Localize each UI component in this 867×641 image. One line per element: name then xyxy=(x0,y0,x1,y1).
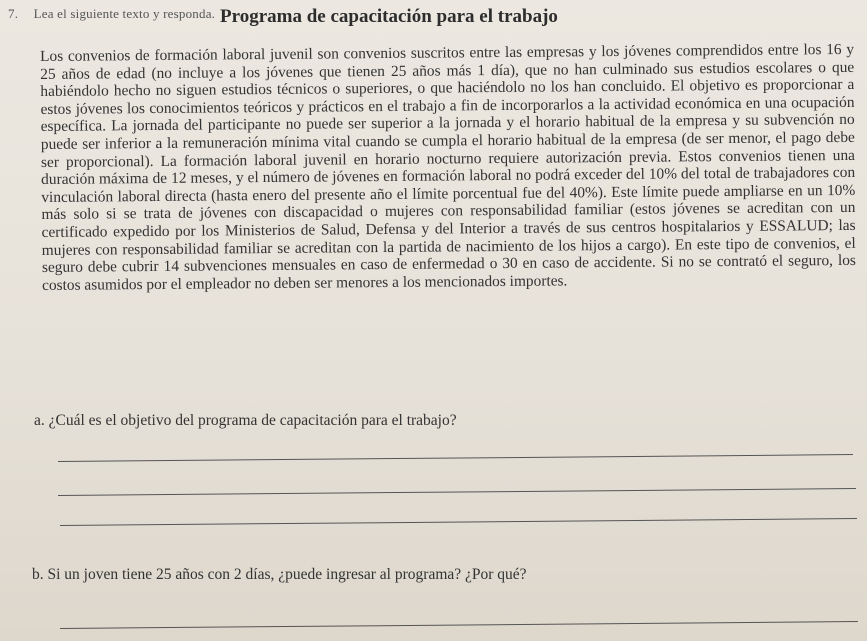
question-a xyxy=(34,412,457,430)
question-a-text: ¿Cuál es el objetivo del programa de capacitación para el trabajo? xyxy=(48,412,457,429)
question-b xyxy=(32,566,527,584)
question-a-label: a. xyxy=(34,412,45,429)
answer-line xyxy=(60,518,857,526)
exercise-instruction-text: Lea el siguiente texto y responda. xyxy=(33,6,216,21)
answer-line xyxy=(58,454,853,462)
document-title: Programa de capacitación para el trabajo xyxy=(220,6,558,27)
reading-paragraph: Los convenios de formación laboral juvenil son convenios suscritos entre las empresas y los jóvenes comprendidos entre los 16 y 25 años de edad (no incluye a los jóvenes que tienen 25 años más 1 día), que no han culminado sus estudios escolares o que habiéndolo hecho no siguen estudios técnicos o superiores, o que haciéndolo no los han concluido. El objetivo es proporcionar a estos jóvenes los conocimientos teóricos y prácticos en el trabajo a fin de incorporarlos a la actividad económica en una ocupación específica. La jornada del participante no puede ser superior a la jornada y el horario habitual de la empresa y su subvención no puede ser inferior a la remuneración mínima vital cuando se cumpla el horario habitual de la empresa (de ser menor, el pago debe ser proporcional). La formación laboral juvenil en horario nocturno requiere autorización previa. Estos convenios tienen una duración máxima de 12 meses, y el número de jóvenes en formación laboral no podrá exceder del 10% del total de trabajadores con vinculación laboral directa (hasta enero del presente año el límite porcentual fue del 40%). Este límite puede ampliarse en un 10% más solo si se trata de jóvenes con discapacidad o mujeres con responsabilidad familiar (estos jóvenes se acreditan con un certificado expedido por los Ministerios de Salud, Defensa y del Interior a través de sus centros hospitalarios y ESSALUD; las mujeres con responsabilidad familiar se acreditan con la partida de nacimiento de los hijos a cargo). En este tipo de convenios, el seguro debe cubrir 14 subvenciones mensuales en caso de enfermedad o 30 en caso de accidente. Si no se contrató el seguro, los costos asumidos por el empleador no deben ser menores a los mencionados importes. xyxy=(40,40,856,294)
exercise-number: 7. xyxy=(8,6,19,21)
exercise-instruction xyxy=(8,6,215,22)
answer-line xyxy=(60,621,858,629)
answer-line xyxy=(58,488,856,496)
question-b-label: b. xyxy=(32,566,44,583)
question-b-text: Si un joven tiene 25 años con 2 días, ¿puede ingresar al programa? ¿Por qué? xyxy=(47,566,527,583)
